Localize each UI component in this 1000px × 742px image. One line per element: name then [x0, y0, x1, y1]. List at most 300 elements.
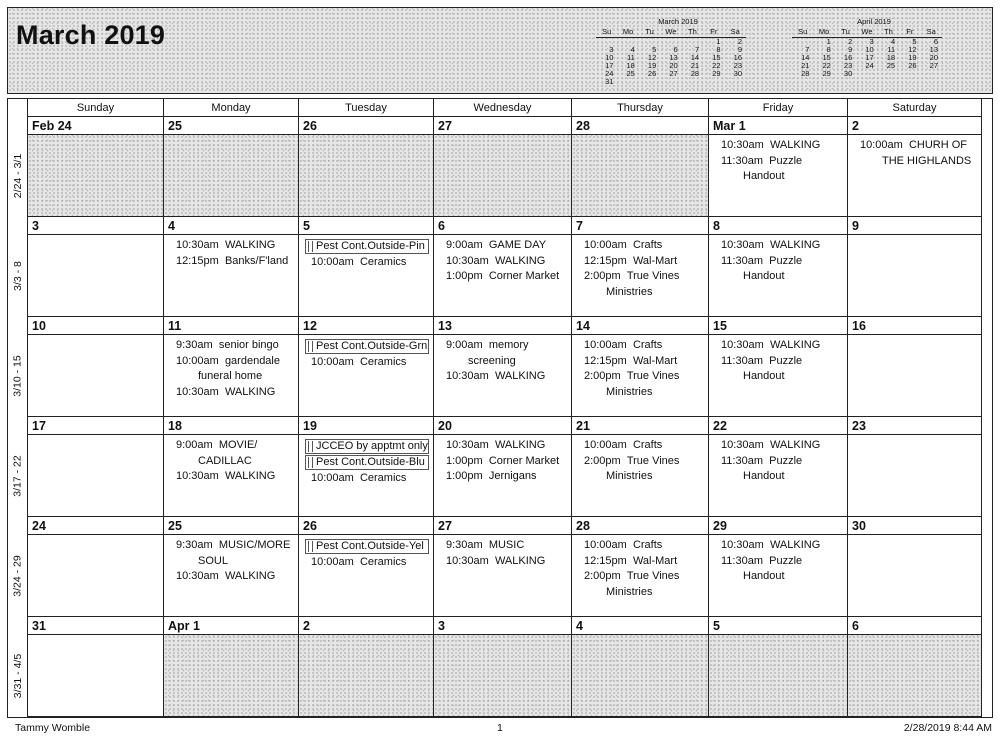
- calendar-event[interactable]: [584, 338, 708, 354]
- day-cell[interactable]: [848, 417, 982, 517]
- mini-weekday: Mo: [813, 28, 834, 38]
- day-number: 2: [848, 117, 981, 135]
- day-cell[interactable]: [164, 517, 299, 617]
- event-title: WALKING: [769, 439, 821, 451]
- week-range-label: [8, 435, 28, 517]
- mini-day[interactable]: [617, 38, 638, 47]
- out-of-month-area: [28, 135, 163, 216]
- event-title-continued: THE HIGHLANDS: [882, 154, 972, 167]
- mini-day[interactable]: [703, 78, 724, 86]
- day-grid: [28, 99, 992, 717]
- mini-day[interactable]: 21: [690, 61, 700, 70]
- day-number: 9: [848, 217, 981, 235]
- event-title-continued: funeral home: [198, 370, 263, 382]
- mini-day[interactable]: [682, 78, 703, 86]
- mini-day[interactable]: [617, 78, 638, 86]
- mini-day[interactable]: 28: [690, 69, 700, 78]
- mini-day[interactable]: 15: [712, 53, 721, 62]
- calendar-event[interactable]: [176, 254, 298, 270]
- calendar-event[interactable]: [721, 538, 847, 554]
- calendar-event[interactable]: [446, 238, 571, 254]
- week-range-label: [8, 135, 28, 217]
- event-title-continued: Ministries: [606, 285, 653, 298]
- mini-day[interactable]: [682, 38, 703, 47]
- event-title: WALKING: [224, 239, 276, 251]
- mini-day[interactable]: 6: [933, 37, 938, 46]
- event-title: Ceramics: [359, 256, 407, 268]
- mini-day[interactable]: 18: [886, 53, 896, 62]
- day-number: 3: [28, 217, 163, 235]
- day-cell[interactable]: [572, 417, 709, 517]
- mini-day[interactable]: 25: [626, 69, 635, 78]
- all-day-event[interactable]: Pest Cont.Outside-Yel: [305, 539, 429, 554]
- event-title: Wal-Mart: [632, 254, 678, 267]
- mini-day[interactable]: 23: [733, 61, 742, 70]
- event-title: senior bingo: [218, 339, 279, 351]
- day-events: [434, 535, 571, 616]
- event-title: Crafts: [632, 339, 663, 351]
- footer-printed-timestamp: 2/28/2019 8:44 AM: [903, 722, 992, 734]
- calendar-event[interactable]: [176, 438, 298, 469]
- day-cell[interactable]: [299, 417, 434, 517]
- mini-day[interactable]: 14: [801, 53, 810, 62]
- day-events: [709, 535, 847, 616]
- event-title: Ceramics: [359, 356, 407, 368]
- day-number: Mar 1: [709, 117, 847, 135]
- mini-day[interactable]: [792, 38, 813, 47]
- day-cell[interactable]: [434, 117, 572, 217]
- mini-day[interactable]: 30: [843, 69, 853, 78]
- calendar-event[interactable]: [446, 469, 571, 485]
- week-range-label: [8, 335, 28, 417]
- mini-day[interactable]: [899, 70, 920, 78]
- calendar-event[interactable]: [584, 238, 708, 254]
- calendar-event[interactable]: [584, 254, 708, 270]
- calendar-event[interactable]: [721, 154, 847, 185]
- mini-day[interactable]: 14: [690, 53, 700, 62]
- mini-weekday: Th: [878, 28, 899, 38]
- mini-day[interactable]: 2: [737, 37, 742, 46]
- event-time: 11:30am: [721, 154, 763, 167]
- event-title: WALKING: [769, 339, 821, 351]
- day-number: 27: [434, 517, 571, 535]
- day-cell[interactable]: [28, 617, 164, 717]
- mini-day[interactable]: 1: [716, 37, 721, 46]
- day-cell[interactable]: [299, 317, 434, 417]
- mini-weekday: Fr: [899, 28, 920, 38]
- mini-weekday: Su: [596, 28, 617, 38]
- calendar-event[interactable]: [721, 354, 847, 385]
- mini-day[interactable]: 22: [822, 61, 831, 70]
- day-cell[interactable]: [709, 617, 848, 717]
- calendar-event[interactable]: [176, 385, 298, 401]
- day-cell[interactable]: [28, 217, 164, 317]
- event-time: 9:00am: [446, 239, 483, 251]
- day-cell[interactable]: [164, 217, 299, 317]
- out-of-month-area: [164, 635, 298, 716]
- day-cell[interactable]: [299, 217, 434, 317]
- day-number: Feb 24: [28, 117, 163, 135]
- event-title: MUSIC: [488, 539, 525, 551]
- calendar-event[interactable]: [584, 454, 708, 485]
- mini-weekday: We: [856, 28, 877, 38]
- day-cell[interactable]: [28, 417, 164, 517]
- out-of-month-area: [299, 635, 433, 716]
- event-title: Banks/F'land: [224, 254, 289, 267]
- mini-day[interactable]: 29: [712, 69, 721, 78]
- event-title: Crafts: [632, 439, 663, 451]
- mini-weekday: We: [660, 28, 681, 38]
- mini-day[interactable]: 16: [843, 53, 853, 62]
- mini-day[interactable]: [596, 38, 617, 47]
- mini-day[interactable]: 12: [908, 45, 917, 54]
- calendar-event[interactable]: [446, 254, 571, 270]
- all-day-event[interactable]: Pest Cont.Outside-Blu: [305, 455, 429, 470]
- mini-day[interactable]: 22: [712, 61, 721, 70]
- calendar-event[interactable]: [584, 554, 708, 570]
- mini-calendar-march: [596, 18, 746, 86]
- all-day-event[interactable]: JCCEO by apptmt only: [305, 439, 429, 454]
- day-cell[interactable]: [709, 517, 848, 617]
- calendar-event[interactable]: [584, 269, 708, 300]
- day-events: [28, 235, 163, 316]
- mini-day[interactable]: 19: [647, 61, 657, 70]
- event-time: 10:00am: [311, 356, 354, 368]
- mini-day[interactable]: 19: [908, 53, 917, 62]
- event-time: 12:15pm: [176, 254, 219, 267]
- calendar-event[interactable]: [584, 354, 708, 370]
- calendar-event[interactable]: [311, 471, 433, 487]
- day-number: 4: [572, 617, 708, 635]
- mini-weekday: Tu: [835, 28, 856, 38]
- day-number: 11: [164, 317, 298, 335]
- mini-day[interactable]: 11: [627, 53, 635, 62]
- mini-day[interactable]: [878, 70, 899, 78]
- mini-day[interactable]: 6: [673, 45, 678, 54]
- day-events: [164, 535, 298, 616]
- mini-day[interactable]: 11: [887, 45, 896, 54]
- week-label-column: [8, 99, 28, 717]
- mini-day[interactable]: 7: [694, 45, 700, 54]
- mini-day[interactable]: 28: [801, 69, 810, 78]
- day-cell[interactable]: [164, 617, 299, 717]
- mini-day[interactable]: 25: [886, 61, 896, 70]
- mini-calendar-title: March 2019: [658, 17, 698, 26]
- event-time: 2:00pm: [584, 370, 621, 382]
- day-cell[interactable]: [299, 617, 434, 717]
- day-cell[interactable]: [299, 517, 434, 617]
- day-number: 6: [848, 617, 981, 635]
- mini-day[interactable]: 29: [822, 69, 831, 78]
- event-title: Crafts: [632, 539, 663, 551]
- mini-day[interactable]: 30: [733, 69, 742, 78]
- calendar-event[interactable]: [446, 369, 571, 385]
- all-day-event[interactable]: Pest Cont.Outside-Pin: [305, 239, 429, 254]
- mini-day[interactable]: 24: [605, 69, 614, 78]
- calendar-event[interactable]: [446, 454, 571, 470]
- event-time: 10:30am: [721, 539, 764, 551]
- day-cell[interactable]: [848, 217, 982, 317]
- calendar-event[interactable]: [721, 438, 847, 454]
- mini-day[interactable]: 1: [826, 37, 831, 46]
- day-header-sunday: Sunday: [28, 99, 164, 117]
- event-title-continued: Ministries: [606, 585, 653, 598]
- day-cell[interactable]: [709, 317, 848, 417]
- day-cell[interactable]: [572, 317, 709, 417]
- week-range-text: 3/10 - 15: [12, 355, 25, 397]
- event-title-continued: screening: [468, 354, 516, 367]
- week-range-text: 3/17 - 22: [12, 455, 25, 497]
- mini-day[interactable]: 16: [733, 53, 742, 62]
- day-number: 7: [572, 217, 708, 235]
- day-cell[interactable]: [434, 617, 572, 717]
- day-number: 21: [572, 417, 708, 435]
- day-cell[interactable]: [848, 617, 982, 717]
- calendar-event[interactable]: [584, 538, 708, 554]
- mini-day[interactable]: [921, 70, 942, 78]
- day-number: 28: [572, 517, 708, 535]
- day-cell[interactable]: [434, 317, 572, 417]
- out-of-month-area: [848, 635, 981, 716]
- mini-day[interactable]: 10: [865, 45, 874, 54]
- mini-day[interactable]: 20: [669, 61, 678, 70]
- event-time: 10:00am: [311, 472, 354, 484]
- mini-day[interactable]: 13: [929, 45, 938, 54]
- mini-day[interactable]: 9: [848, 45, 853, 54]
- mini-day[interactable]: 15: [822, 53, 831, 62]
- calendar-event[interactable]: [311, 255, 433, 271]
- mini-weekday: Su: [792, 28, 813, 38]
- month-grid: [7, 98, 993, 718]
- event-title-continued: Handout: [743, 270, 785, 282]
- calendar-event[interactable]: [446, 438, 571, 454]
- day-number: 30: [848, 517, 981, 535]
- event-title-continued: Handout: [743, 170, 785, 182]
- mini-day[interactable]: 5: [912, 37, 917, 46]
- calendar-event[interactable]: [584, 438, 708, 454]
- day-events: [299, 235, 433, 316]
- calendar-event[interactable]: [176, 354, 298, 385]
- day-number: 24: [28, 517, 163, 535]
- day-cell[interactable]: [572, 117, 709, 217]
- mini-day[interactable]: [660, 38, 681, 47]
- day-cell[interactable]: [164, 417, 299, 517]
- event-time: 2:00pm: [584, 270, 621, 282]
- mini-day[interactable]: 12: [647, 53, 657, 62]
- event-title: Ceramics: [359, 472, 407, 484]
- calendar-event[interactable]: [176, 469, 298, 485]
- event-title: Corner Market: [488, 454, 560, 467]
- mini-day[interactable]: 27: [669, 69, 678, 78]
- event-time: 10:30am: [176, 470, 219, 482]
- event-time: 12:15pm: [584, 554, 627, 567]
- calendar-event[interactable]: [446, 554, 571, 570]
- mini-day[interactable]: 5: [652, 45, 657, 54]
- event-title: GAME DAY: [488, 239, 547, 251]
- day-number: 14: [572, 317, 708, 335]
- day-cell[interactable]: [434, 217, 572, 317]
- footer-page-number: 1: [497, 722, 503, 734]
- week-range-label: [8, 235, 28, 317]
- day-cell[interactable]: [299, 117, 434, 217]
- event-time: 11:30am: [721, 454, 763, 467]
- day-cell[interactable]: [164, 117, 299, 217]
- event-title-continued: Handout: [743, 470, 785, 482]
- all-day-event[interactable]: Pest Cont.Outside-Grn: [305, 339, 429, 354]
- day-cell[interactable]: [28, 117, 164, 217]
- calendar-event[interactable]: [311, 555, 433, 571]
- mini-day[interactable]: 3: [609, 45, 614, 54]
- day-number: 22: [709, 417, 847, 435]
- event-title: WALKING: [494, 254, 546, 267]
- calendar-event[interactable]: [721, 554, 847, 585]
- event-time: 2:00pm: [584, 454, 621, 467]
- event-time: 1:00pm: [446, 454, 483, 467]
- day-events: [434, 235, 571, 316]
- day-cell[interactable]: [572, 217, 709, 317]
- day-cell[interactable]: [572, 617, 709, 717]
- event-time: 1:00pm: [446, 470, 483, 482]
- mini-day[interactable]: [725, 78, 746, 86]
- day-number: 19: [299, 417, 433, 435]
- day-events: [572, 435, 708, 516]
- mini-day[interactable]: 3: [869, 37, 874, 46]
- mini-day[interactable]: 4: [890, 37, 896, 46]
- day-number: 8: [709, 217, 847, 235]
- day-header-saturday: Saturday: [848, 99, 982, 117]
- event-time: 10:00am: [584, 439, 627, 451]
- calendar-event[interactable]: [176, 569, 298, 585]
- mini-day[interactable]: 9: [737, 45, 742, 54]
- mini-day[interactable]: 7: [805, 45, 810, 54]
- mini-day[interactable]: 27: [929, 61, 938, 70]
- mini-day[interactable]: 2: [848, 37, 853, 46]
- calendar-event[interactable]: [446, 269, 571, 285]
- day-cell[interactable]: [434, 417, 572, 517]
- event-title: True Vines: [626, 454, 680, 467]
- event-time: 10:30am: [721, 139, 764, 151]
- event-title-continued: Handout: [743, 370, 785, 382]
- day-number: 27: [434, 117, 571, 135]
- calendar-event[interactable]: [721, 138, 847, 154]
- day-events: [848, 235, 981, 316]
- event-time: 10:30am: [446, 254, 489, 267]
- mini-day[interactable]: 17: [865, 53, 874, 62]
- day-cell[interactable]: [848, 517, 982, 617]
- event-time: 9:30am: [176, 539, 213, 551]
- day-cell[interactable]: [164, 317, 299, 417]
- event-time: 10:30am: [721, 239, 764, 251]
- day-number: 3: [434, 617, 571, 635]
- day-cell[interactable]: [848, 317, 982, 417]
- event-time: 11:30am: [721, 254, 763, 267]
- calendar-event[interactable]: [721, 238, 847, 254]
- mini-day[interactable]: 10: [605, 53, 614, 62]
- day-number: 15: [709, 317, 847, 335]
- mini-day[interactable]: 4: [630, 45, 635, 54]
- day-events: [709, 435, 847, 516]
- day-cell[interactable]: [709, 417, 848, 517]
- event-title: Puzzle: [769, 554, 803, 567]
- mini-day[interactable]: 20: [929, 53, 938, 62]
- day-cell[interactable]: [709, 217, 848, 317]
- footer-author: Tammy Womble: [15, 722, 91, 734]
- event-title-continued: Ministries: [606, 470, 653, 482]
- week-range-label: [8, 635, 28, 717]
- calendar-event[interactable]: [446, 338, 571, 369]
- event-title: WALKING: [769, 539, 821, 551]
- out-of-month-area: [572, 135, 708, 216]
- day-events: [28, 435, 163, 516]
- day-number: 5: [709, 617, 847, 635]
- calendar-event[interactable]: [176, 238, 298, 254]
- event-title: WALKING: [494, 370, 546, 382]
- event-time: 10:30am: [176, 570, 219, 582]
- mini-day[interactable]: 26: [908, 61, 917, 70]
- mini-day[interactable]: 31: [605, 77, 614, 86]
- day-number: 5: [299, 217, 433, 235]
- day-cell[interactable]: [848, 117, 982, 217]
- day-number: 26: [299, 117, 433, 135]
- calendar-event[interactable]: [446, 538, 571, 554]
- day-cell[interactable]: [572, 517, 709, 617]
- calendar-event[interactable]: [721, 338, 847, 354]
- mini-day[interactable]: 13: [669, 53, 678, 62]
- event-title-continued: SOUL: [198, 554, 228, 567]
- mini-day[interactable]: 8: [826, 45, 831, 54]
- day-events: [299, 535, 433, 616]
- mini-day[interactable]: [639, 78, 660, 86]
- day-cell[interactable]: [434, 517, 572, 617]
- calendar-event[interactable]: [584, 569, 708, 600]
- event-time: 9:30am: [176, 339, 213, 351]
- day-events: [572, 235, 708, 316]
- mini-day[interactable]: [660, 78, 681, 86]
- mini-day[interactable]: 17: [605, 61, 614, 70]
- calendar-event[interactable]: [721, 454, 847, 485]
- calendar-event[interactable]: [860, 138, 981, 169]
- calendar-event[interactable]: [721, 254, 847, 285]
- day-number: 13: [434, 317, 571, 335]
- day-number: 17: [28, 417, 163, 435]
- event-title: Wal-Mart: [632, 554, 678, 567]
- calendar-event[interactable]: [176, 338, 298, 354]
- week-range-label: [8, 535, 28, 617]
- event-time: 10:30am: [176, 385, 219, 398]
- day-cell[interactable]: [709, 117, 848, 217]
- mini-day[interactable]: 8: [716, 45, 721, 54]
- out-of-month-area: [299, 135, 433, 216]
- mini-day[interactable]: 24: [865, 61, 874, 70]
- mini-day[interactable]: [639, 38, 660, 47]
- mini-calendar-april: [792, 18, 942, 78]
- mini-day[interactable]: 18: [626, 61, 635, 70]
- mini-calendar-title: April 2019: [857, 17, 891, 26]
- calendar-event[interactable]: [311, 355, 433, 371]
- calendar-event[interactable]: [584, 369, 708, 400]
- mini-day[interactable]: 26: [647, 69, 657, 78]
- day-events: [434, 435, 571, 516]
- mini-day[interactable]: 23: [843, 61, 853, 70]
- day-cell[interactable]: [28, 517, 164, 617]
- day-number: 16: [848, 317, 981, 335]
- mini-day[interactable]: 21: [801, 61, 810, 70]
- day-events: [848, 435, 981, 516]
- calendar-event[interactable]: [176, 538, 298, 569]
- day-cell[interactable]: [28, 317, 164, 417]
- mini-day[interactable]: [856, 70, 877, 78]
- event-title-continued: CADILLAC: [198, 454, 252, 467]
